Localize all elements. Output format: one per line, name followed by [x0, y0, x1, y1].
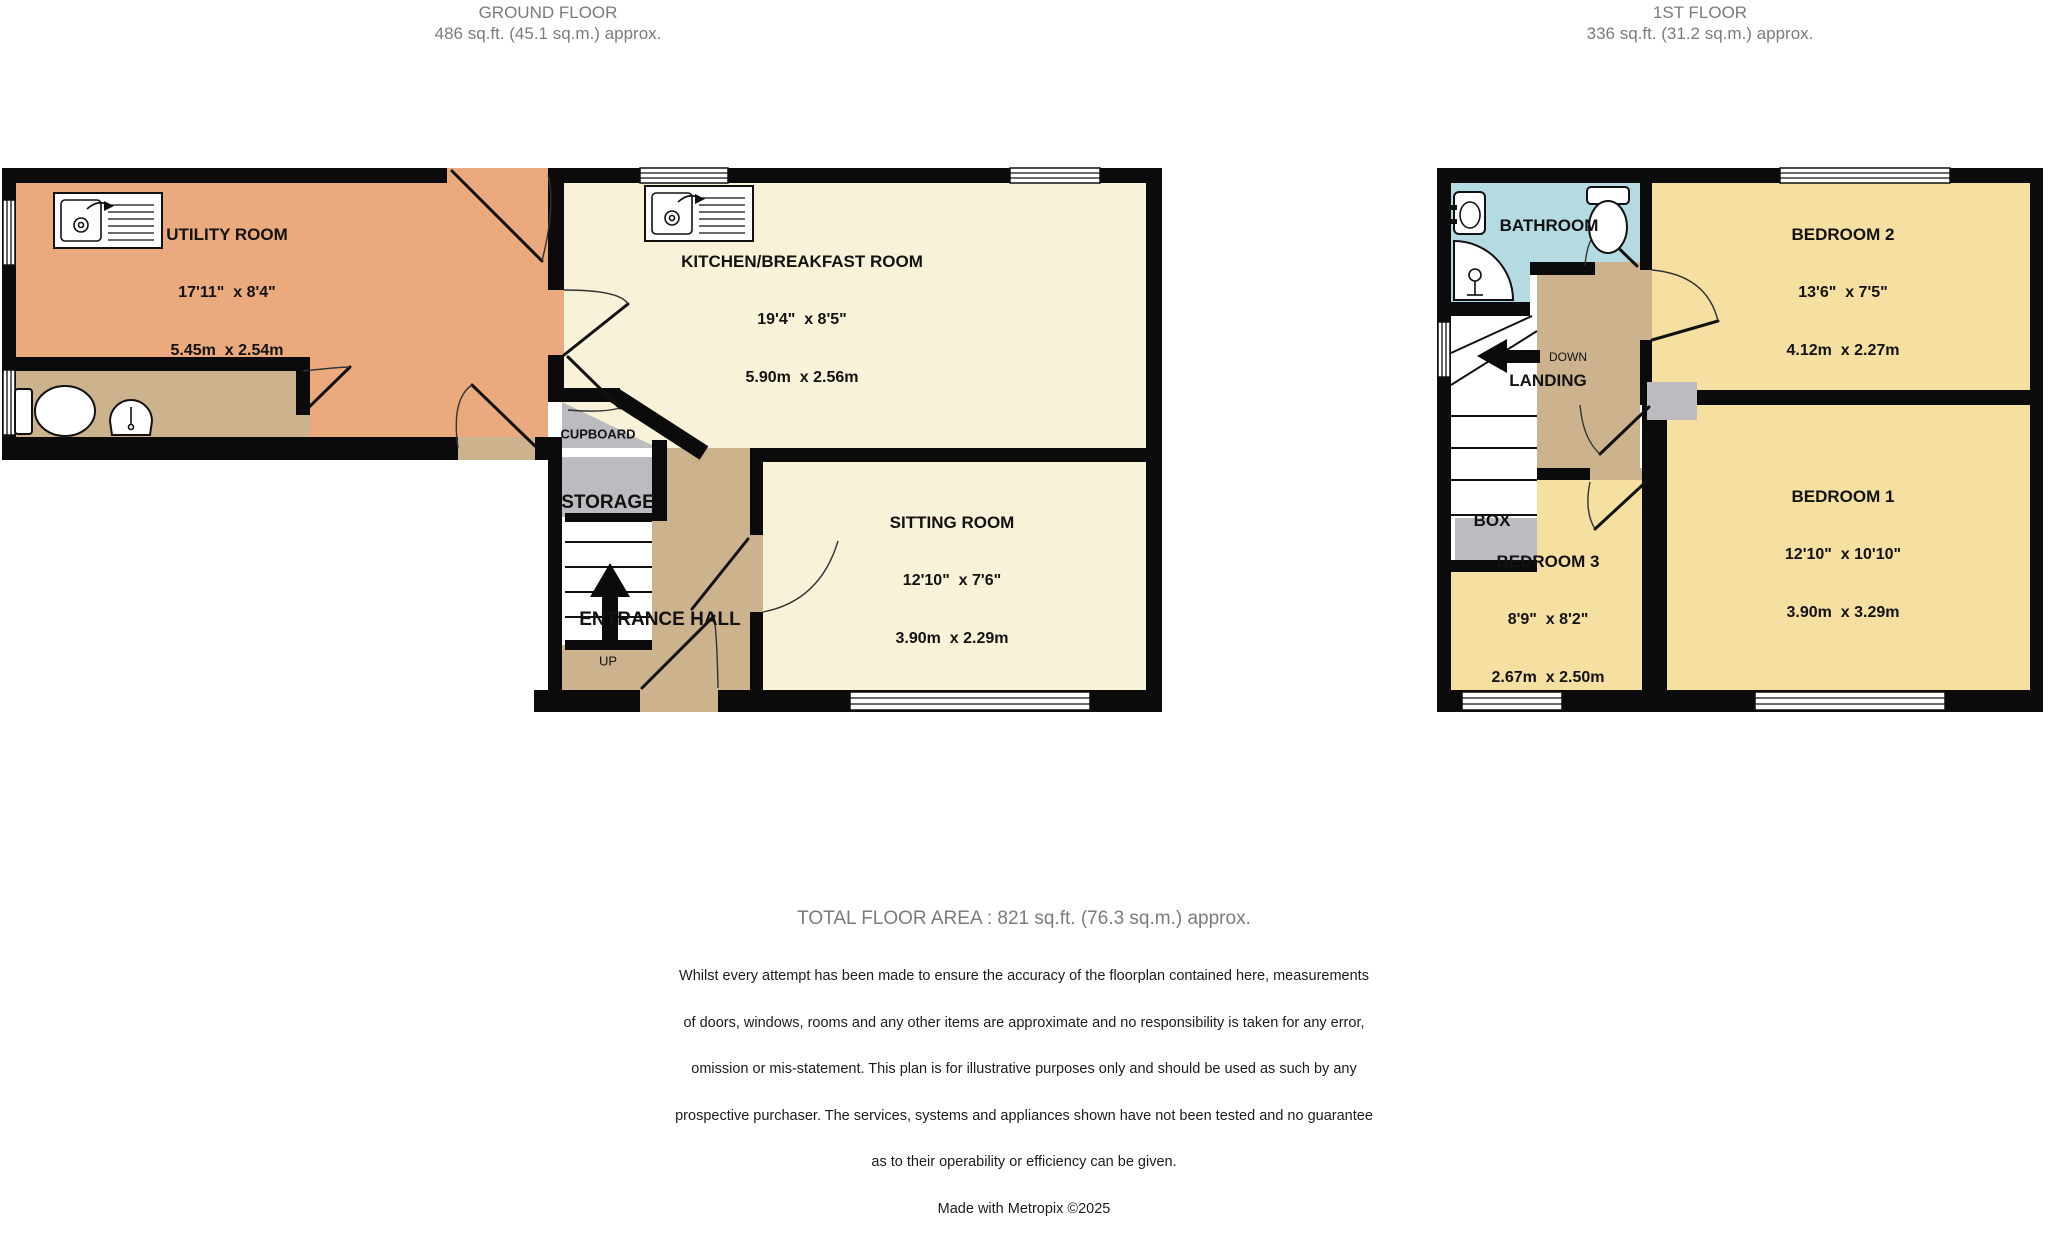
first-floor-header: [1587, 2, 1814, 44]
window: [640, 168, 728, 183]
window: [850, 692, 1090, 710]
box-label: BOX: [1473, 511, 1511, 530]
window: [3, 370, 15, 435]
ground-floor-header: [435, 2, 662, 44]
metropix-credit: Made with Metropix ©2025: [937, 1200, 1111, 1217]
disclaimer-line: of doors, windows, rooms and any other items are approximate and no responsibility is taken for any error,: [683, 1014, 1365, 1031]
disclaimer-line: omission or mis-statement. This plan is for illustrative purposes only and should be used as such by any: [691, 1061, 1357, 1077]
doorway-threshold: [1647, 382, 1697, 420]
basin-icon: [1451, 192, 1485, 234]
sitting-room-label: SITTING ROOM 12'10" x 7'6" 3.90m x 2.29m: [889, 513, 1015, 647]
entrance-hall-label: ENTRANCE HALL: [579, 609, 741, 630]
ground-floor-title: GROUND FLOOR: [478, 3, 618, 22]
bedroom1-label: BEDROOM 1 12'10" x 10'10" 3.90m x 3.29m: [1784, 487, 1902, 621]
bedroom2-label: BEDROOM 2 13'6" x 7'5" 4.12m x 2.27m: [1786, 225, 1900, 359]
window: [3, 200, 15, 265]
window: [1755, 692, 1945, 710]
kitchen-label: KITCHEN/BREAKFAST ROOM 19'4" x 8'5" 5.90m x 2.56m: [681, 252, 923, 386]
ground-floor-area: 486 sq.ft. (45.1 sq.m.) approx.: [434, 24, 662, 43]
down-label: DOWN: [1549, 350, 1587, 364]
basin-icon: [110, 400, 152, 435]
utility-room-label: UTILITY ROOM 17'11" x 8'4" 5.45m x 2.54m: [166, 225, 288, 359]
up-label: UP: [598, 653, 618, 669]
cupboard-label: CUPBOARD: [560, 426, 636, 442]
bedroom3-label: BEDROOM 3 8'9" x 8'2" 2.67m x 2.50m: [1491, 552, 1605, 686]
disclaimer-line: prospective purchaser. The services, systems and appliances shown have not been tested and no guarantee: [675, 1107, 1373, 1124]
disclaimer-line: as to their operability or efficiency can be given.: [871, 1154, 1177, 1170]
bathroom-label: BATHROOM: [1499, 216, 1599, 235]
landing-label: LANDING: [1509, 371, 1587, 390]
disclaimer: [675, 938, 1373, 1248]
window: [1780, 168, 1950, 183]
total-floor-area: TOTAL FLOOR AREA : 821 sq.ft. (76.3 sq.m.) approx.: [797, 908, 1251, 929]
first-floor-title: 1ST FLOOR: [1652, 3, 1748, 22]
window: [1010, 168, 1100, 183]
disclaimer-line: Whilst every attempt has been made to ensure the accuracy of the floorplan contained here, measurements: [679, 968, 1369, 984]
storage-label: STORAGE: [561, 492, 655, 513]
sink-icon: [54, 193, 162, 248]
toilet-icon: [15, 386, 95, 436]
first-floor-area: 336 sq.ft. (31.2 sq.m.) approx.: [1586, 24, 1814, 43]
window: [1438, 322, 1450, 377]
